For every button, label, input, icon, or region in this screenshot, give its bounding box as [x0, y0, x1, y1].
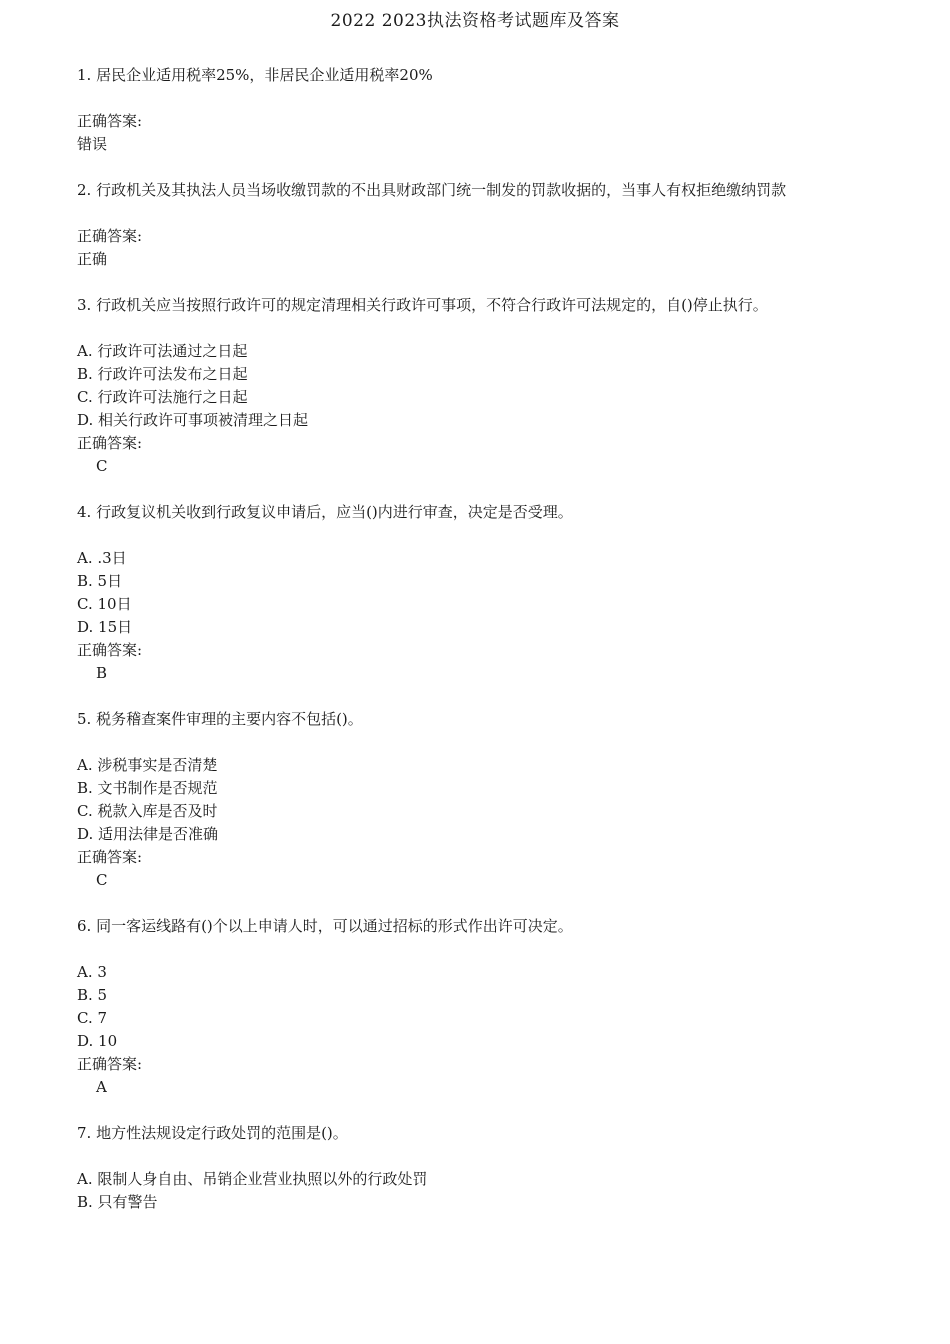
question-2-answer: 正确 — [77, 250, 108, 268]
question-5-option-b: B. 文书制作是否规范 — [77, 779, 218, 797]
question-7-text: 7. 地方性法规设定行政处罚的范围是()。 — [77, 1124, 348, 1142]
question-5-option-c: C. 税款入库是否及时 — [77, 802, 218, 820]
question-1-answer: 错误 — [77, 135, 108, 153]
question-4-text: 4. 行政复议机关收到行政复议申请后，应当()内进行审查，决定是否受理。 — [77, 503, 573, 521]
question-7-option-b: B. 只有警告 — [77, 1193, 158, 1211]
question-2-text: 2. 行政机关及其执法人员当场收缴罚款的不出具财政部门统一制发的罚款收据的，当事人有权拒绝缴纳罚款 — [77, 181, 787, 199]
question-4-answer-label: 正确答案: — [77, 641, 143, 659]
question-2-answer-label: 正确答案: — [77, 227, 143, 245]
question-6-option-a: A. 3 — [77, 963, 107, 981]
question-3-option-c: C. 行政许可法施行之日起 — [77, 388, 248, 406]
question-5-option-a: A. 涉税事实是否清楚 — [77, 756, 218, 774]
question-4-answer: B — [96, 664, 108, 682]
question-3-option-d: D. 相关行政许可事项被清理之日起 — [77, 411, 309, 429]
question-3-option-b: B. 行政许可法发布之日起 — [77, 365, 248, 383]
question-4-option-a: A. .3日 — [77, 549, 127, 567]
question-4-option-c: C. 10日 — [77, 595, 132, 613]
question-6-answer-label: 正确答案: — [77, 1055, 143, 1073]
question-4-option-b: B. 5日 — [77, 572, 123, 590]
question-3-option-a: A. 行政许可法通过之日起 — [77, 342, 248, 360]
question-5-option-d: D. 适用法律是否准确 — [77, 825, 219, 843]
document-title: 2022 2023执法资格考试题库及答案 — [330, 11, 620, 31]
question-3-text: 3. 行政机关应当按照行政许可的规定清理相关行政许可事项，不符合行政许可法规定的，自()停止执行。 — [77, 296, 768, 314]
question-6-answer: A — [96, 1078, 107, 1096]
question-list — [77, 64, 877, 1214]
question-1-text: 1. 居民企业适用税率25%，非居民企业适用税率20% — [77, 66, 433, 84]
question-6-option-d: D. 10 — [77, 1032, 118, 1050]
question-6-text: 6. 同一客运线路有()个以上申请人时，可以通过招标的形式作出许可决定。 — [77, 917, 573, 935]
question-5-answer: C — [96, 871, 108, 889]
question-5-answer-label: 正确答案: — [77, 848, 143, 866]
question-5-text: 5. 税务稽查案件审理的主要内容不包括()。 — [77, 710, 363, 728]
question-6-option-b: B. 5 — [77, 986, 108, 1004]
question-6-option-c: C. 7 — [77, 1009, 108, 1027]
question-4-option-d: D. 15日 — [77, 618, 133, 636]
question-1-answer-label: 正确答案: — [77, 112, 143, 130]
question-7-option-a: A. 限制人身自由、吊销企业营业执照以外的行政处罚 — [77, 1170, 428, 1188]
question-3-answer-label: 正确答案: — [77, 434, 143, 452]
question-3-answer: C — [96, 457, 108, 475]
